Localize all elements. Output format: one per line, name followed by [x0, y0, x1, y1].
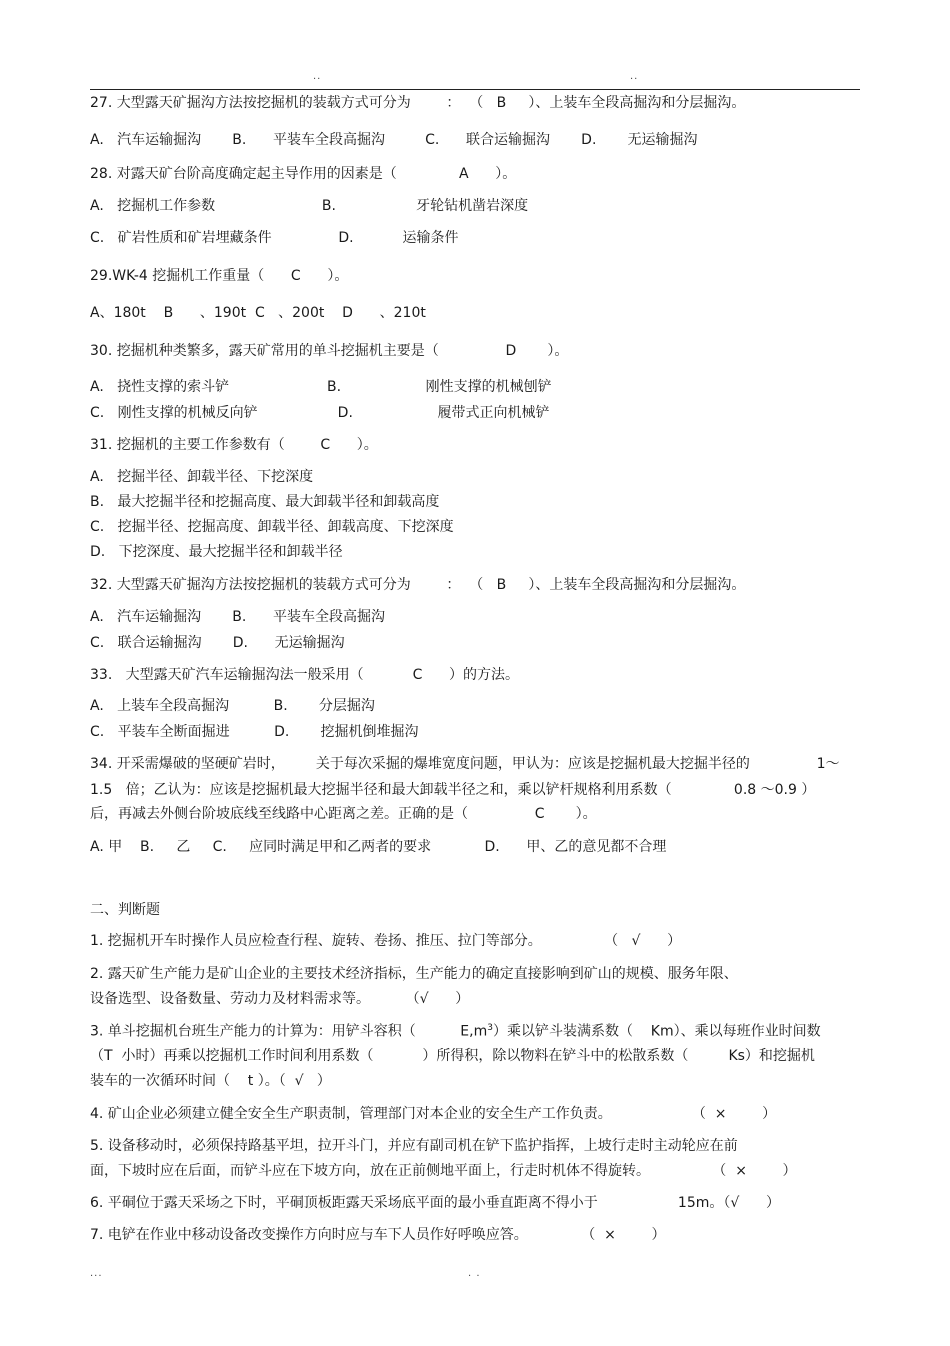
header-dots-right: ..	[630, 71, 639, 82]
footer-dots-right: . .	[468, 1268, 481, 1279]
judgement-6: 6. 平硐位于露天采场之下时，平硐顶板距露天采场底平面的最小垂直距离不得小于 15m。（√ ）	[90, 1195, 780, 1211]
judgement-1: 1. 挖掘机开车时操作人员应检查行程、旋转、卷扬、推压、拉门等部分。 （ √ ）	[90, 933, 682, 949]
j2-line-2: 设备选型、设备数量、劳动力及材料需求等。 （√ ）	[90, 991, 470, 1007]
q31-option-c: C. 挖掘半径、挖掘高度、卸载半径、卸载高度、下挖深度	[90, 519, 454, 535]
j3-line-3: 装车的一次循环时间（ t ）。（ √ ）	[90, 1073, 331, 1089]
q30-options-1: A. 挠性支撑的索斗铲 B. 刚性支撑的机械刨铲	[90, 379, 552, 395]
footer-dots-left: ...	[90, 1268, 103, 1279]
q27-options: A. 汽车运输掘沟 B. 平装车全段高掘沟 C. 联合运输掘沟 D. 无运输掘沟	[90, 132, 698, 148]
q28-options-2: C. 矿岩性质和矿岩埋藏条件 D. 运输条件	[90, 230, 459, 246]
q31-option-b: B. 最大挖掘半径和挖掘高度、最大卸载半径和卸载高度	[90, 494, 440, 510]
j3-line-2: （T 小时）再乘以挖掘机工作时间利用系数（ ）所得积，除以物料在铲斗中的松散系数（ Ks）和挖掘机	[90, 1048, 815, 1064]
q34-line-2: 1.5 倍；乙认为：应该是挖掘机最大挖掘半径和最大卸载半径之和，乘以铲杆规格利用系数（ 0.8 ～0.9 ）	[90, 782, 816, 798]
q33-stem: 33. 大型露天矿汽车运输掘沟法一般采用（ C ）的方法。	[90, 667, 520, 683]
q31-stem: 31. 挖掘机的主要工作参数有（ C ）。	[90, 437, 378, 453]
q31-option-d: D. 下挖深度、最大挖掘半径和卸载半径	[90, 544, 343, 560]
q29-options: A、180t B 、190t C 、200t D 、210t	[90, 305, 426, 321]
j5-line-2: 面，下坡时应在后面，而铲斗应在下坡方向，放在正前侧地平面上，行走时机体不得旋转。 （ × ）	[90, 1163, 797, 1179]
j3-line-1-b: ）乘以铲斗装满系数（ Km）、乘以每班作业时间数	[492, 1023, 821, 1040]
q34-line-1: 34. 开采需爆破的坚硬矿岩时， 关于每次采掘的爆堆宽度问题，甲认为：应该是挖掘机最大挖掘半径的 1～	[90, 756, 840, 772]
header-dots-left: ..	[313, 71, 322, 82]
q33-options-2: C. 平装车全断面掘进 D. 挖掘机倒堆掘沟	[90, 724, 419, 740]
j3-superscript: 3	[487, 1023, 493, 1033]
judgement-7: 7. 电铲在作业中移动设备改变操作方向时应与车下人员作好呼唤应答。 （ × ）	[90, 1227, 666, 1243]
j5-line-1: 5. 设备移动时，必须保持路基平坦，拉开斗门，并应有副司机在铲下监护指挥，上坡行走时主动轮应在前	[90, 1138, 738, 1154]
j2-line-1: 2. 露天矿生产能力是矿山企业的主要技术经济指标，生产能力的确定直接影响到矿山的规模、服务年限、	[90, 966, 738, 982]
q30-stem: 30. 挖掘机种类繁多，露天矿常用的单斗挖掘机主要是（ D ）。	[90, 343, 569, 359]
header-rule	[90, 89, 860, 90]
q34-options: A. 甲 B. 乙 C. 应同时满足甲和乙两者的要求 D. 甲、乙的意见都不合理	[90, 839, 667, 855]
j3-line-1	[90, 1024, 821, 1039]
judgement-4: 4. 矿山企业必须建立健全安全生产职责制，管理部门对本企业的安全生产工作负责。 （ × ）	[90, 1106, 777, 1122]
q34-line-3: 后，再减去外侧台阶坡底线至线路中心距离之差。正确的是（ C ）。	[90, 806, 597, 822]
q32-options-1: A. 汽车运输掘沟 B. 平装车全段高掘沟	[90, 609, 386, 625]
q28-options-1: A. 挖掘机工作参数 B. 牙轮钻机凿岩深度	[90, 198, 529, 214]
q27-stem: 27. 大型露天矿掘沟方法按挖掘机的装载方式可分为 ： （ B ）、上装车全段高掘沟和分层掘沟。	[90, 95, 746, 111]
q28-stem: 28. 对露天矿台阶高度确定起主导作用的因素是（ A ）。	[90, 166, 517, 182]
section-title-judgement: 二、判断题	[90, 902, 160, 918]
q29-stem: 29.WK-4 挖掘机工作重量（ C ）。	[90, 268, 349, 284]
q33-options-1: A. 上装车全段高掘沟 B. 分层掘沟	[90, 698, 375, 714]
q31-option-a: A. 挖掘半径、卸载半径、下挖深度	[90, 469, 314, 485]
j3-line-1-a: 3. 单斗挖掘机台班生产能力的计算为：用铲斗容积（ E,m	[90, 1023, 488, 1040]
q32-stem: 32. 大型露天矿掘沟方法按挖掘机的装载方式可分为 ： （ B ）、上装车全段高掘沟和分层掘沟。	[90, 577, 746, 593]
q30-options-2: C. 刚性支撑的机械反向铲 D. 履带式正向机械铲	[90, 405, 550, 421]
q32-options-2: C. 联合运输掘沟 D. 无运输掘沟	[90, 635, 345, 651]
